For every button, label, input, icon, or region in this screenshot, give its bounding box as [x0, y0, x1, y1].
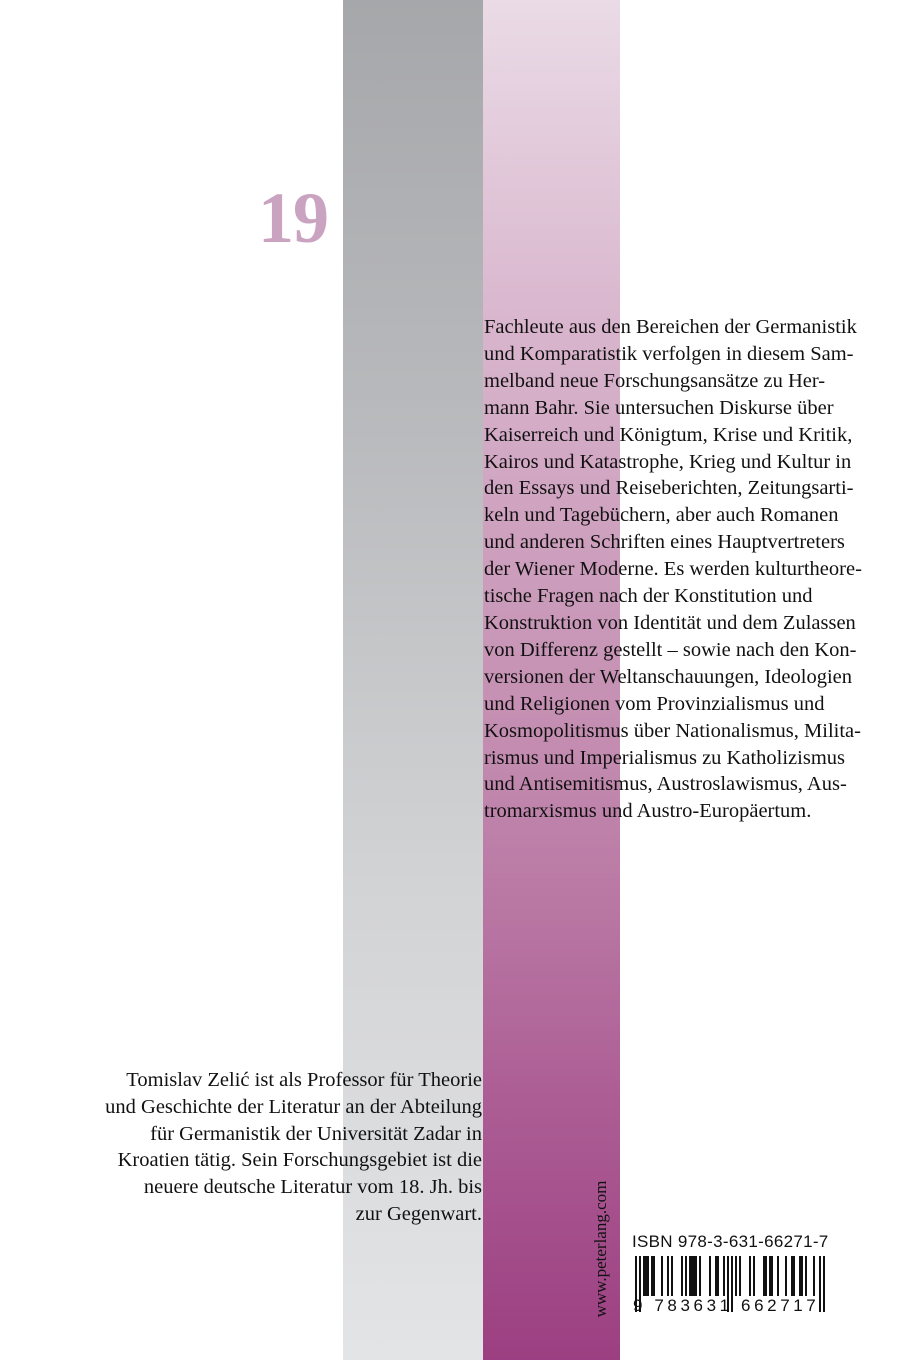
barcode-bar [653, 1256, 655, 1296]
blurb-line: tische Fragen nach der Konstitution und [484, 585, 813, 608]
bio-line: neuere deutsche Literatur vom 18. Jh. bis [143, 1176, 482, 1199]
blurb-line: keln und Tagebüchern, aber auch Romanen [484, 504, 839, 527]
blurb-line: Kaiserreich und Königtum, Krise und Kritik, [484, 423, 853, 446]
author-bio [60, 1067, 482, 1228]
barcode-bar [793, 1256, 795, 1296]
barcode-bar [695, 1256, 697, 1296]
bio-line: Kroatien tätig. Sein Forschungsgebiet ist die [117, 1149, 482, 1172]
book-blurb [484, 314, 894, 825]
barcode-bar [723, 1256, 725, 1296]
barcode-bar [715, 1256, 717, 1296]
barcode-bar [785, 1256, 787, 1296]
publisher-website-text: www.peterlang.com [591, 1180, 610, 1318]
bio-line: für Germanistik der Universität Zadar in [150, 1122, 482, 1145]
blurb-line: von Differenz gestellt – sowie nach den Kon- [484, 638, 857, 661]
barcode-bar [813, 1256, 815, 1296]
blurb-line: der Wiener Moderne. Es werden kulturtheore- [484, 558, 862, 581]
barcode-bar [709, 1256, 711, 1296]
blurb-line: Kosmopolitismus über Nationalismus, Milita- [484, 719, 861, 742]
blurb-line: rismus und Imperialismus zu Katholizismus [484, 746, 845, 769]
barcode-bar [681, 1256, 683, 1296]
barcode-bar [823, 1256, 825, 1312]
barcode-bar [799, 1256, 801, 1296]
barcode-bar [735, 1256, 737, 1296]
bio-line: zur Gegenwart. [355, 1202, 482, 1225]
blurb-line: Konstruktion von Identität und dem Zulassen [484, 611, 856, 634]
blurb-line: den Essays und Reiseberichten, Zeitungsarti- [484, 477, 854, 500]
blurb-line: Fachleute aus den Bereichen der Germanistik [484, 316, 857, 338]
barcode-bar [651, 1256, 653, 1296]
bio-line: Tomislav Zelić ist als Professor für Theorie [126, 1069, 482, 1091]
barcode-bar [739, 1256, 741, 1296]
barcode-digits: 9 783631 662717 [633, 1296, 820, 1315]
barcode-bar [777, 1256, 779, 1296]
barcode-bar [771, 1256, 773, 1296]
blurb-line: und anderen Schriften eines Hauptvertreters [484, 531, 845, 554]
barcode-bar [671, 1256, 673, 1296]
barcode-bar [667, 1256, 669, 1296]
barcode-bar [647, 1256, 649, 1296]
isbn-label: ISBN 978-3-631-66271-7 [632, 1232, 829, 1251]
barcode-bar [689, 1256, 691, 1296]
barcode-bar [685, 1256, 687, 1296]
barcode-bar [765, 1256, 767, 1296]
barcode-bar [717, 1256, 719, 1296]
barcode-bar [805, 1256, 807, 1296]
barcode-bar [643, 1256, 645, 1296]
barcode-bar [749, 1256, 751, 1296]
publisher-website [586, 1160, 616, 1338]
barcode-bar [699, 1256, 701, 1296]
blurb-line: tromarxismus und Austro-Europäertum. [484, 800, 812, 823]
blurb-line: und Religionen vom Provinzialismus und [484, 692, 825, 715]
blurb-line: und Antisemitismus, Austroslawismus, Aus- [484, 773, 847, 796]
barcode-bar [753, 1256, 755, 1296]
blurb-line: und Komparatistik verfolgen in diesem Sam- [484, 342, 854, 365]
blurb-line: melband neue Forschungsansätze zu Her- [484, 369, 826, 392]
barcode-bar [661, 1256, 663, 1296]
blurb-line: Kairos und Katastrophe, Krieg und Kultur in [484, 450, 852, 473]
bio-line: und Geschichte der Literatur an der Abteilung [105, 1095, 482, 1118]
barcode-bar [801, 1256, 803, 1296]
series-number: 19 [258, 178, 328, 258]
barcode-bar [791, 1256, 793, 1296]
blurb-line: versionen der Weltanschauungen, Ideologien [484, 665, 852, 688]
barcode-bar [693, 1256, 695, 1296]
barcode-bar [645, 1256, 647, 1296]
barcode-bar [763, 1256, 765, 1296]
blurb-line: mann Bahr. Sie untersuchen Diskurse über [484, 396, 834, 419]
barcode-bar [769, 1256, 771, 1296]
barcode-bar [691, 1256, 693, 1296]
